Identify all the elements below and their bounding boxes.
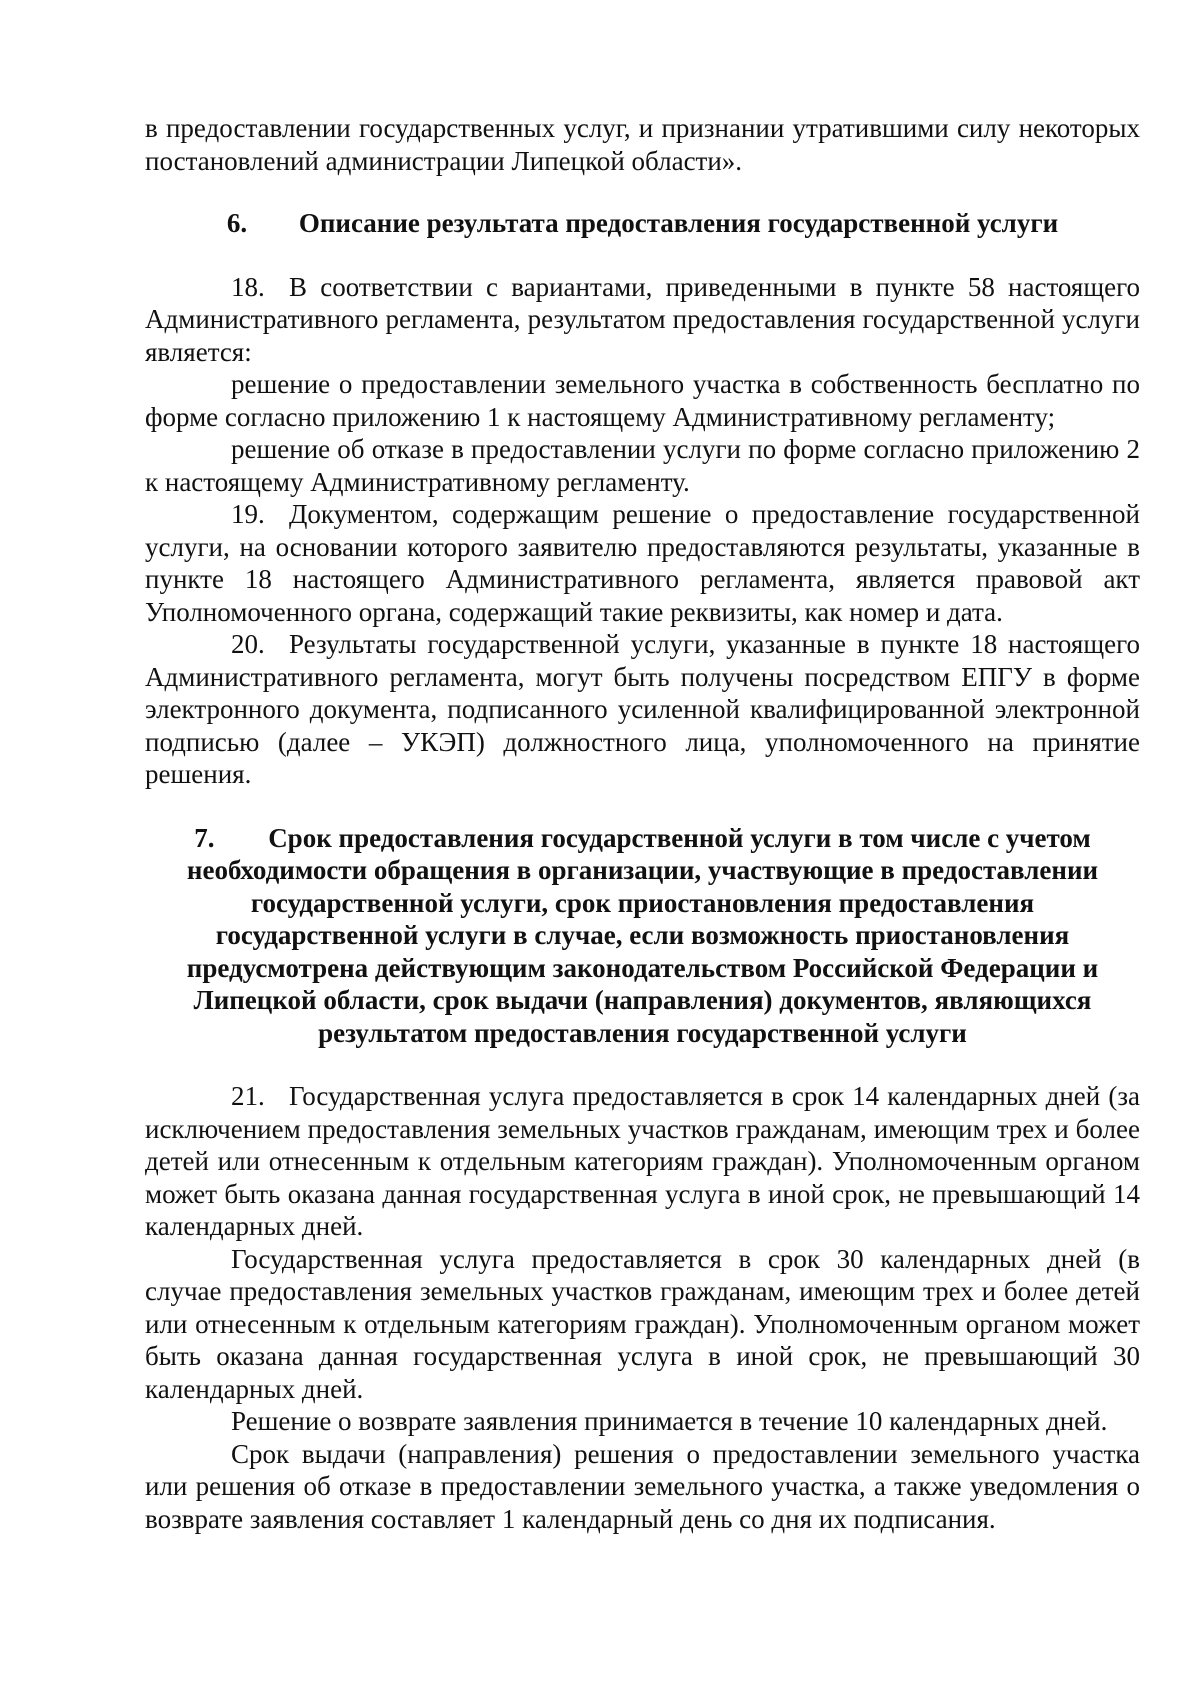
paragraph-21-text: Государственная услуга предоставляется в срок 14 календарных дней (за исключением предоставления земельных участков гражданам, имеющим трех и более детей или отнесенным к отдельным категориям граждан). Уполномоченным органом может быть оказана данная государственная услуга в иной срок, не превышающий 14 календарных дней. <box>145 1081 1140 1241</box>
paragraph-18-item-a: решение о предоставлении земельного участка в собственность бесплатно по форме согласно приложению 1 к настоящему Административному регламенту; <box>145 369 1140 432</box>
section-6-heading <box>145 207 1140 240</box>
section-7-number: 7. <box>194 822 215 853</box>
section-7-heading <box>145 822 1140 1050</box>
section-6-title: Описание результата предоставления государственной услуги <box>298 208 1059 238</box>
intro-paragraph: в предоставлении государственных услуг, и признании утратившими силу некоторых постановлений администрации Липецкой области». <box>145 113 1140 176</box>
paragraph-21-return-decision: Решение о возврате заявления принимается в течение 10 календарных дней. <box>231 1406 1108 1436</box>
paragraph-18-text: В соответствии с вариантами, приведенными в пункте 58 настоящего Административного регламента, результатом предоставления государственной услуги является: <box>145 271 1140 367</box>
paragraph-19 <box>145 498 1140 628</box>
paragraph-18-item-b: решение об отказе в предоставлении услуги по форме согласно приложению 2 к настоящему Административному регламенту. <box>145 434 1140 497</box>
paragraph-20 <box>145 628 1140 791</box>
paragraph-21 <box>145 1080 1140 1243</box>
paragraph-21-term-30-days: Государственная услуга предоставляется в срок 30 календарных дней (в случае предоставления земельных участков гражданам, имеющим трех и более детей или отнесенным к отдельным категориям граждан). Уполномоченным органом может быть оказана данная государственная услуга в иной срок, не превышающий 30 календарных дней. <box>145 1243 1140 1404</box>
paragraph-20-text: Результаты государственной услуги, указанные в пункте 18 настоящего Административного регламента, могут быть получены посредством ЕПГУ в форме электронного документа, подписанного усиленной квалифицированной электронной подписью (далее – УКЭП) должностного лица, уполномоченного на принятие решения. <box>145 629 1140 789</box>
paragraph-18-number: 18. <box>231 271 265 302</box>
paragraph-18 <box>145 271 1140 369</box>
paragraph-21-issue-term: Срок выдачи (направления) решения о предоставлении земельного участка или решения об отказе в предоставлении земельного участка, а также уведомления о возврате заявления составляет 1 календарный день со дня их подписания. <box>145 1438 1140 1534</box>
paragraph-21-number: 21. <box>231 1081 265 1111</box>
paragraph-19-number: 19. <box>231 499 265 529</box>
paragraph-19-text: Документом, содержащим решение о предоставление государственной услуги, на основании которого заявителю предоставляются результаты, указанные в пункте 18 настоящего Административного регламента, является правовой акт Уполномоченного органа, содержащий такие реквизиты, как номер и дата. <box>145 499 1140 627</box>
section-7-title: Срок предоставления государственной услуги в том числе с учетом необходимости обращения в организации, участвующие в предоставлении государственной услуги, срок приостановления предоставления государственной услуги в случае, если возможность приостановления предусмотрена действующим законодательством Российской Федерации и Липецкой области, срок выдачи (направления) документов, являющихся результатом предоставления государственной услуги <box>186 822 1099 1048</box>
paragraph-20-number: 20. <box>231 629 265 659</box>
section-6-number: 6. <box>226 208 248 238</box>
document-body <box>145 112 1140 1535</box>
